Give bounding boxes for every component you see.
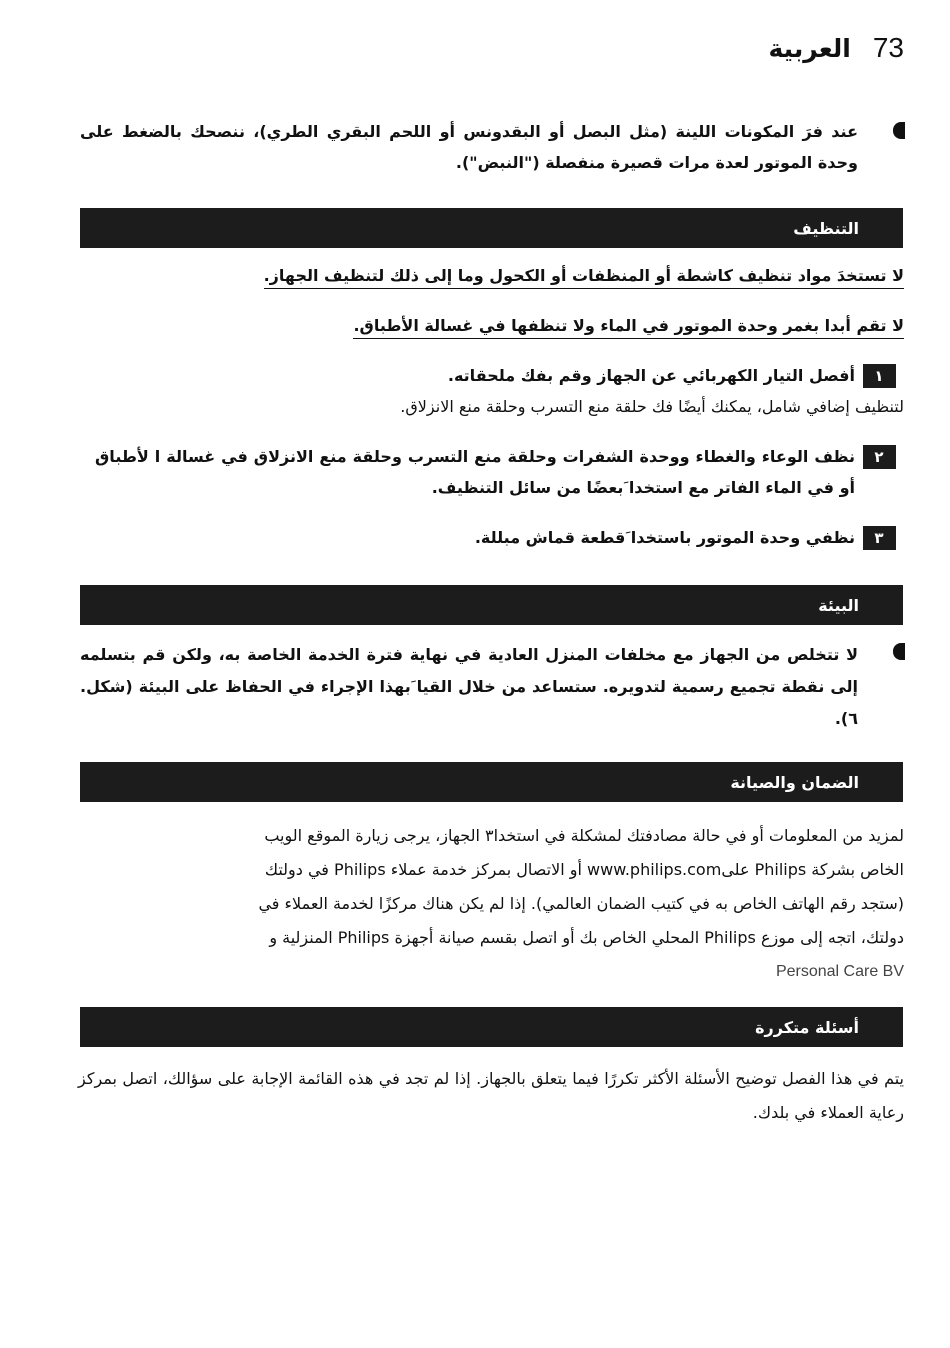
step-badge-3: ٣ (863, 526, 903, 550)
section-bar-guarantee (80, 762, 903, 802)
bullet-icon (893, 122, 905, 139)
guarantee-line-2: الخاص بشركة Philips علىwww.philips.com أو الاتصال بمركز خدمة عملاء Philips في دولتك (264, 860, 904, 879)
cleaning-warning-2: لا تقم أبدا بغمر وحدة الموتور في الماء ولا تنظفها في غسالة الأطباق. (353, 316, 904, 339)
environment-bullet-text: لا تتخلص من الجهاز مع مخلفات المنزل العادية في نهاية فترة الخدمة الخاصة به، ولكن قم بتسلمه إلى نقطة تجميع رسمية لتدويره. ستساعد من خلال القيا َبهذا الإجراء في الحفاظ على البيئة (شكل. ٦). (80, 645, 858, 728)
section-bar-faq (80, 1007, 903, 1047)
guarantee-paragraph (74, 819, 904, 989)
step-2-text: نظف الوعاء والغطاء ووحدة الشفرات وحلقة منع التسرب وحلقة منع الانزلاق في غسالة ا لأطباق أو في الماء الفاتر مع استخدا َبعضًا من سائل التنظيف. (95, 447, 855, 497)
cleaning-warning-1: لا تستخدَ مواد تنظيف كاشطة أو المنظفات أو الكحول وما إلى ذلك لتنظيف الجهاز. (264, 266, 904, 289)
section-bar-environment (80, 585, 903, 625)
page-number: 73 (872, 32, 904, 63)
language-title: العربية (768, 34, 851, 63)
faq-text: يتم في هذا الفصل توضيح الأسئلة الأكثر تكررًا فيما يتعلق بالجهاز. إذا لم تجد في هذه القائمة الإجابة على سؤالك، اتصل بمركز رعاية العملاء في بلدك. (78, 1069, 904, 1122)
guarantee-line-3: (ستجد رقم الهاتف الخاص به في كتيب الضمان العالمي). إذا لم يكن هناك مركزًا لخدمة العملاء في (258, 894, 904, 913)
section-title-faq: أسئلة متكررة (755, 1017, 859, 1037)
page-header (768, 32, 904, 64)
step-3-text: نظفي وحدة الموتور باستخدا َقطعة قماش مبللة. (474, 528, 855, 547)
step-badge-2: ٢ (863, 445, 903, 469)
guarantee-line-1: لمزيد من المعلومات أو في حالة مصادفتك لمشكلة في استخدا٣ الجهاز، يرجى زيارة الموقع الويب (264, 826, 904, 845)
guarantee-line-5: Personal Care BV (775, 963, 904, 980)
section-title-environment: البيئة (818, 595, 859, 615)
intro-bullet-text: عند فرَ المكونات اللينة (مثل البصل أو البقدونس أو اللحم البقري الطري)، ننصحك بالضغط على وحدة الموتور لعدة مرات قصيرة منفصلة ("النبض"). (80, 122, 858, 172)
guarantee-line-4: دولتك، اتجه إلى موزع Philips المحلي الخاص بك أو اتصل بقسم صيانة أجهزة Philips المنزلية و (269, 928, 904, 947)
step-badge-1: ١ (863, 364, 903, 388)
section-title-cleaning: التنظيف (793, 218, 859, 238)
step-1-subtext: لتنظيف إضافي شامل، يمكنك أيضًا فك حلقة منع التسرب وحلقة منع الانزلاق. (400, 397, 904, 416)
step-1-text: أفصل التيار الكهربائي عن الجهاز وقم بفك ملحقاته. (447, 366, 855, 385)
section-title-guarantee: الضمان والصيانة (730, 772, 859, 792)
bullet-icon (893, 643, 905, 660)
section-bar-cleaning (80, 208, 903, 248)
